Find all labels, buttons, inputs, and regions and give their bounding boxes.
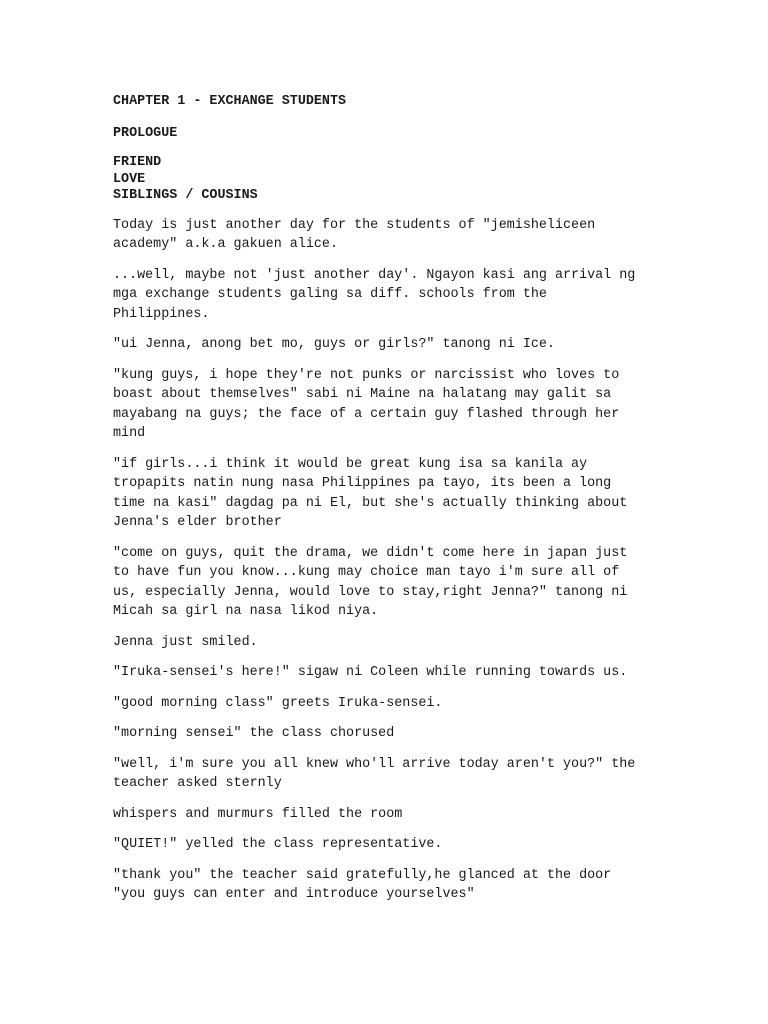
category-list [113, 155, 673, 205]
paragraph: "if girls...i think it would be great kung isa sa kanila ay tropapits natin nung nasa Philippines pa tayo, its been a long time na kasi" dagdag pa ni El, but she's actually thinking about Jenna's elder brother [113, 456, 628, 530]
paragraph: Today is just another day for the students of "jemisheliceen academy" a.k.a gakuen alice. [113, 217, 596, 252]
paragraph: ...well, maybe not 'just another day'. Ngayon kasi ang arrival ng mga exchange students galing sa diff. schools from the Philippines. [113, 267, 636, 322]
paragraph: "good morning class" greets Iruka-sensei. [113, 695, 443, 711]
paragraph: "kung guys, i hope they're not punks or narcissist who loves to boast about themselves" sabi ni Maine na halatang may galit sa mayabang na guys; the face of a certain guy flashed through her mind [113, 367, 620, 441]
paragraph: "well, i'm sure you all knew who'll arrive today aren't you?" the teacher asked sternly [113, 756, 636, 791]
paragraph: Jenna just smiled. [113, 634, 258, 650]
paragraph: "thank you" the teacher said gratefully,he glanced at the door "you guys can enter and introduce yourselves" [113, 867, 612, 902]
section-title: PROLOGUE [113, 125, 178, 141]
category-item: LOVE [113, 171, 146, 187]
paragraph: "come on guys, quit the drama, we didn't come here in japan just to have fun you know...kung may choice man tayo i'm sure all of us, especially Jenna, would love to stay,right Jenna?" tanong ni Micah sa girl na nasa likod niya. [113, 545, 628, 619]
paragraph: "QUIET!" yelled the class representative. [113, 837, 443, 852]
category-item: FRIEND [113, 155, 162, 170]
paragraph: whispers and murmurs filled the room [113, 806, 403, 822]
paragraph: "Iruka-sensei's here!" sigaw ni Coleen while running towards us. [113, 665, 628, 680]
paragraph: "morning sensei" the class chorused [113, 726, 395, 741]
chapter-title: CHAPTER 1 - EXCHANGE STUDENTS [113, 94, 347, 109]
paragraph: "ui Jenna, anong bet mo, guys or girls?" tanong ni Ice. [113, 337, 555, 352]
category-item: SIBLINGS / COUSINS [113, 188, 258, 203]
document-body [113, 92, 673, 916]
